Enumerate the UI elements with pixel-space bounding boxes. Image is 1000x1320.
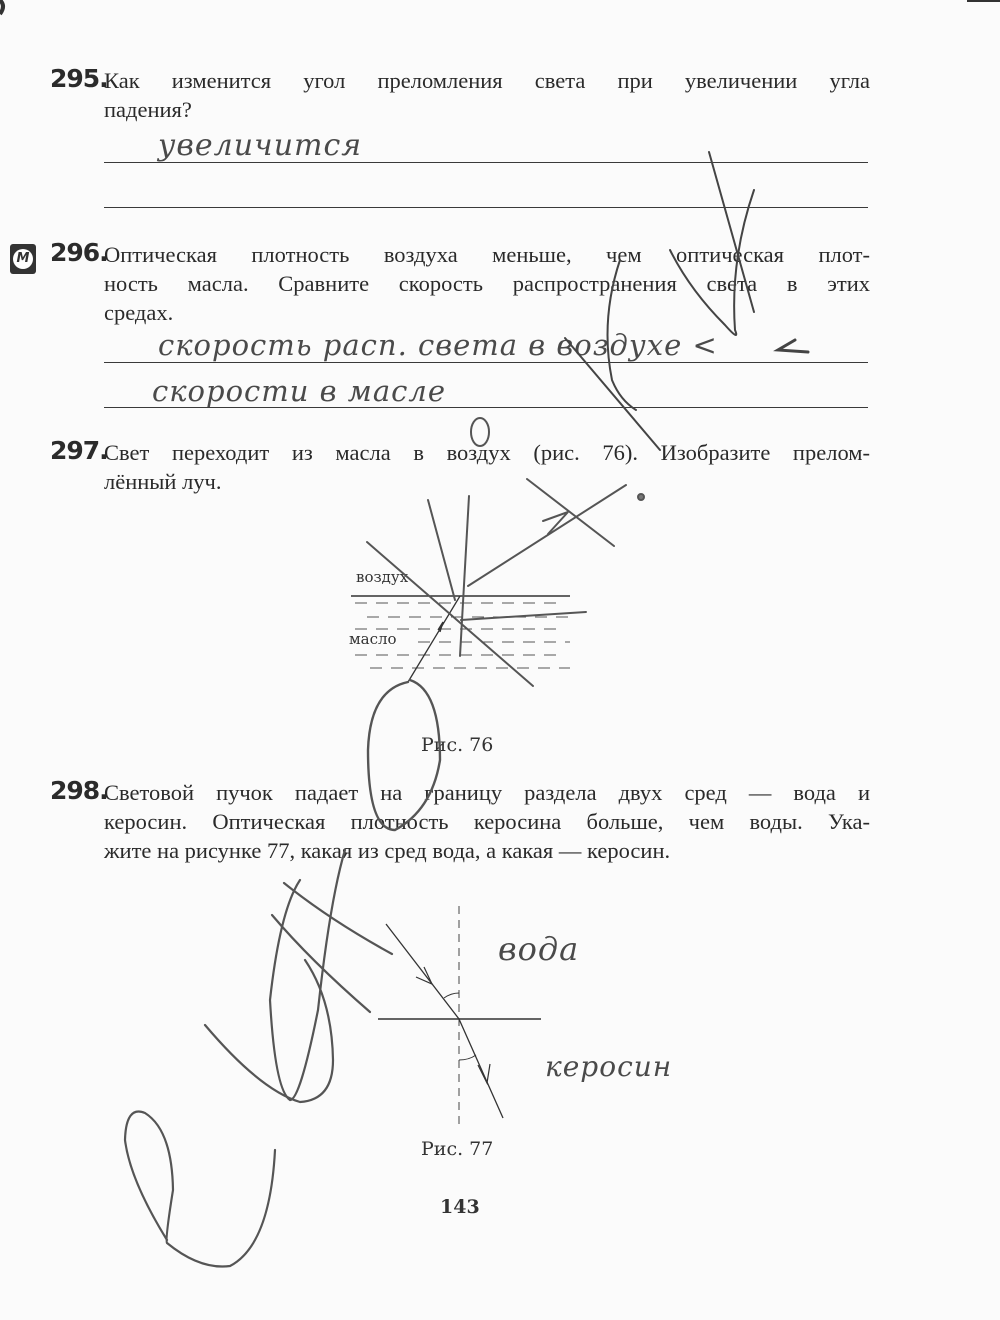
question-line: падения?: [104, 97, 192, 122]
incident-ray: [408, 596, 460, 682]
figure-77-caption: Рис. 77: [421, 1138, 494, 1160]
question-line: Световой пучок падает на границу раздела двух сред — вода и: [104, 780, 870, 805]
question-line: лённый луч.: [104, 469, 222, 494]
figure-76-caption: Рис. 76: [421, 734, 494, 756]
question-line: Как изменится угол преломления света при увеличении угла: [104, 68, 870, 93]
answer-handwriting-296-1: скорость расп. света в воздухе <: [158, 328, 718, 362]
refracted-ray: [459, 1019, 503, 1118]
angle-arc: [444, 993, 459, 998]
question-line: средах.: [104, 300, 174, 325]
figure-76-label-oil: масло: [349, 630, 397, 648]
page-number: 143: [440, 1196, 480, 1218]
question-line: керосин. Оптическая плотность керосина больше, чем воды. Ука-: [104, 809, 870, 834]
answer-handwriting-295-1: увеличится: [158, 128, 363, 163]
question-number-296: 296.: [50, 238, 108, 267]
angle-arc: [459, 1055, 476, 1060]
answer-handwriting-296-2: скорости в масле: [152, 374, 446, 408]
question-number-295: 295.: [50, 64, 108, 93]
figure-77-handwritten-kerosene: керосин: [545, 1050, 673, 1083]
pencil-scribble: [125, 850, 392, 1267]
figure-77: [378, 906, 541, 1124]
question-number-298: 298.: [50, 776, 108, 805]
pencil-scribble: [565, 152, 808, 450]
figure-77-handwritten-water: вода: [498, 930, 580, 968]
figure-76-label-air: воздух: [356, 568, 409, 586]
incident-ray: [386, 924, 459, 1019]
question-line: жите на рисунке 77, какая из сред вода, а какая — керосин.: [104, 838, 671, 863]
question-line: ность масла. Сравните скорость распространения света в этих: [104, 271, 870, 296]
corner-mark: [0, 0, 3, 14]
question-line: Свет переходит из масла в воздух (рис. 76). Изобразите прелом-: [104, 440, 870, 465]
question-number-297: 297.: [50, 436, 108, 465]
question-line: Оптическая плотность воздуха меньше, чем оптическая плот-: [104, 242, 870, 267]
figure-76: [351, 418, 644, 830]
method-badge-letter: М: [13, 249, 33, 269]
